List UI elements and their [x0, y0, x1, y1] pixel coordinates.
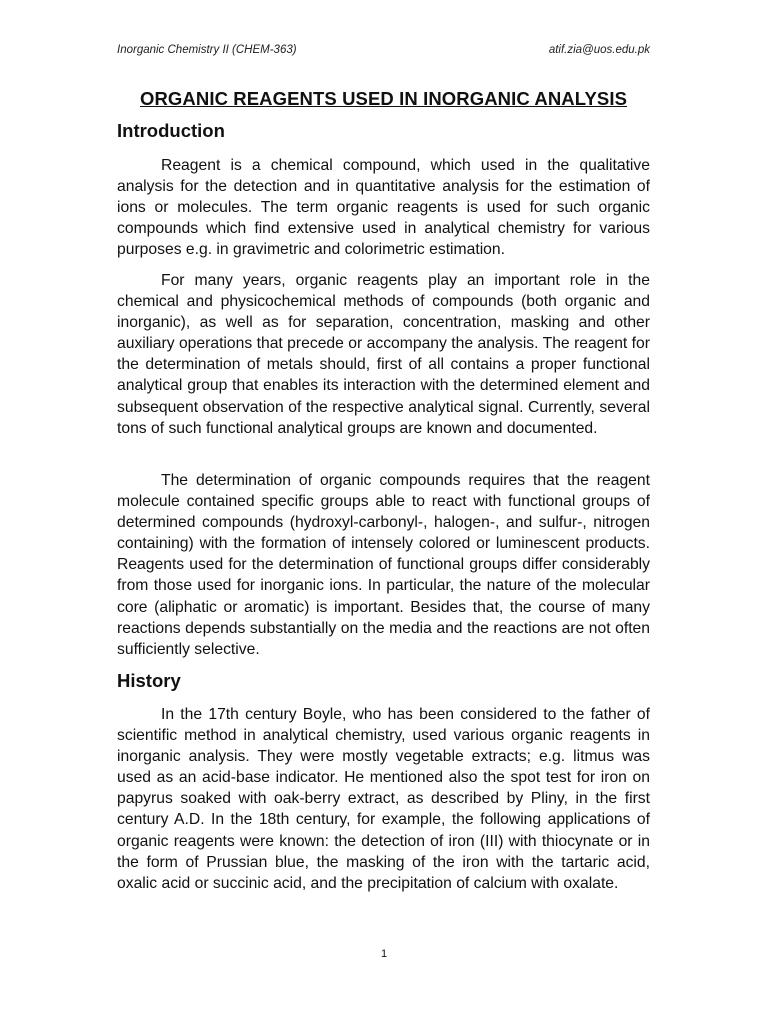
- introduction-paragraph-2: For many years, organic reagents play an important role in the chemical and physicochemical methods of compounds (both organic and inorganic), as well as for separation, concentration, masking and other auxiliary operations that precede or accompany the analysis. The reagent for the determination of metals should, first of all contains a proper functional analytical group that enables its interaction with the determined element and subsequent observation of the respective analytical signal. Currently, several tons of such functional analytical groups are known and documented.: [117, 272, 650, 437]
- running-header: [117, 44, 650, 60]
- course-title: Inorganic Chemistry II (CHEM-363): [117, 44, 297, 56]
- introduction-paragraph-3: The determination of organic compounds requires that the reagent molecule contained specific groups able to react with functional groups of determined compounds (hydroxyl-carbonyl-, halogen-, and sulfur-, nitrogen containing) with the formation of intensely colored or luminescent products. Reagents used for the determination of functional groups differ considerably from those used for inorganic ions. In particular, the nature of the molecular core (aliphatic or aromatic) is important. Besides that, the course of many reactions depends substantially on the media and the reactions are not often sufficiently selective.: [117, 472, 650, 658]
- history-heading: History: [117, 670, 181, 691]
- page-number: 1: [380, 948, 388, 960]
- introduction-heading: Introduction: [117, 120, 225, 141]
- author-email: atif.zia@uos.edu.pk: [548, 44, 650, 56]
- introduction-paragraph-1: Reagent is a chemical compound, which used in the qualitative analysis for the detection and in quantitative analysis for the estimation of ions or molecules. The term organic reagents is used for such organic compounds which find extensive used in analytical chemistry for various purposes e.g. in gravimetric and colorimetric estimation.: [117, 157, 650, 259]
- history-paragraph-1: In the 17th century Boyle, who has been considered to the father of scientific method in analytical chemistry, used various organic reagents in inorganic analysis. They were mostly vegetable extracts; e.g. litmus was used as an acid-base indicator. He mentioned also the spot test for iron on papyrus soaked with oak-berry extract, as described by Pliny, in the first century A.D. In the 18th century, for example, the following applications of organic reagents were known: the detection of iron (III) with thiocynate or in the form of Prussian blue, the masking of the iron with the tartaric acid, oxalic acid or succinic acid, and the precipitation of calcium with oxalate.: [117, 706, 650, 892]
- document-title: ORGANIC REAGENTS USED IN INORGANIC ANALYSIS: [139, 88, 628, 109]
